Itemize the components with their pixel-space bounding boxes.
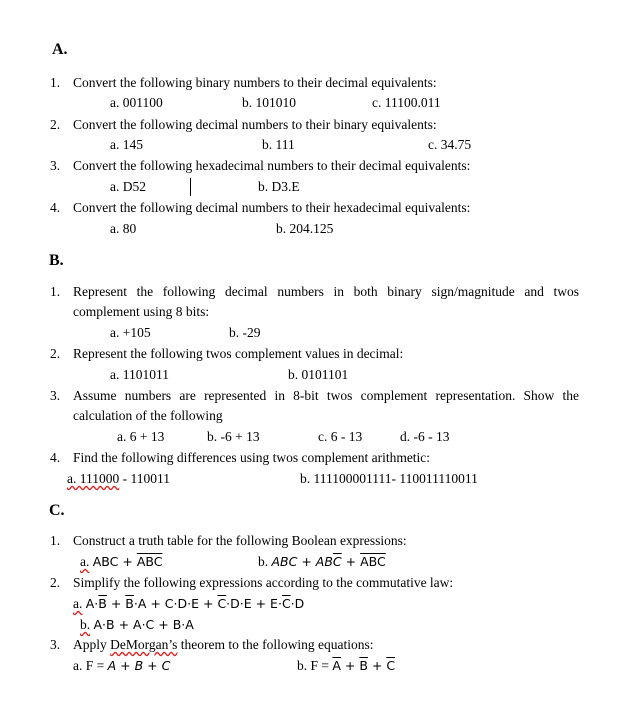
expr-term-negated: $\overline{A}$	[332, 658, 341, 673]
answer-option: a. 80	[110, 221, 137, 236]
answer-option: a. 1101011	[110, 367, 169, 382]
answer-option: a. D52	[110, 179, 146, 194]
expr-term-negated: $\overline{ABC}$	[360, 554, 386, 569]
boolean-expression	[297, 658, 395, 674]
answer-option: c. 11100.011	[372, 95, 441, 110]
question-text: Represent the following decimal numbers in both binary sign/magnitude and twos	[73, 284, 579, 299]
question-number: 3.	[50, 637, 61, 652]
answer-option: b. D3.E	[258, 179, 300, 194]
boolean-expression	[80, 617, 194, 633]
expr: A·B + A·C + B·A	[93, 617, 194, 632]
answer-option: b. 204.125	[276, 221, 334, 236]
answer-option: b. 111100001111- 110011110011	[300, 471, 478, 486]
section-c-heading: C.	[49, 502, 65, 519]
question-number: 2.	[50, 346, 61, 361]
expr-term: AB	[315, 554, 333, 569]
question-number: 3.	[50, 158, 61, 173]
question-text: Convert the following decimal numbers to their binary equivalents:	[73, 117, 437, 132]
question-number: 3.	[50, 388, 61, 403]
question-number: 1.	[50, 533, 61, 548]
question-text: Convert the following hexadecimal numbers to their decimal equivalents:	[73, 158, 471, 173]
option-label: b.	[258, 554, 269, 569]
section-b-heading: B.	[49, 252, 64, 269]
answer-option: b. -29	[229, 325, 261, 340]
question-number: 1.	[50, 284, 61, 299]
section-a-heading: A.	[52, 41, 68, 58]
question-number: 1.	[50, 75, 61, 90]
question-number: 2.	[50, 575, 61, 590]
answer-option: c. 34.75	[428, 137, 472, 152]
question-text-continued: complement using 8 bits:	[73, 304, 210, 319]
answer-option: a. 145	[110, 137, 143, 152]
question-text: Convert the following decimal numbers to their hexadecimal equivalents:	[73, 200, 471, 215]
expr-operator: +	[118, 554, 137, 569]
question-text: Represent the following twos complement values in decimal:	[73, 346, 404, 361]
question-number: 4.	[50, 450, 61, 465]
boolean-expression	[80, 554, 162, 570]
boolean-expression	[258, 554, 386, 570]
question-text: Assume numbers are represented in 8-bit twos complement representation. Show the	[73, 388, 579, 403]
question-text: Simplify the following expressions according to the commutative law:	[73, 575, 454, 590]
expr-operator: +	[341, 554, 361, 569]
option-label: b. F =	[297, 658, 333, 673]
question-text: Find the following differences using twos complement arithmetic:	[73, 450, 431, 465]
expr-operator: +	[297, 554, 316, 569]
expr-operator: +	[340, 658, 360, 673]
expr-term: ABC	[271, 554, 298, 569]
answer-option	[67, 471, 170, 487]
expr-term-negated: $\overline{ABC}$	[136, 554, 163, 569]
answer-option: b. 101010	[242, 95, 296, 110]
spellcheck-underlined-text: DeMorgan’s	[110, 637, 178, 652]
boolean-expression: a. $A\cdot\overline{B} + \overline{B}\cdot A + C\cdot D\cdot E + \overline{C}\cdot D\cdot E + E\cdot\overline{C}\cdot D$	[73, 596, 305, 611]
option-label: b.	[80, 617, 91, 632]
expr-term-negated: $\overline{C}$	[332, 554, 342, 569]
answer-option: d. -6 - 13	[400, 429, 450, 444]
answer-option: b. 0101101	[288, 367, 349, 382]
text-cursor	[190, 178, 191, 196]
boolean-expression	[73, 658, 170, 674]
answer-option: a. 6 + 13	[117, 429, 165, 444]
question-text: Construct a truth table for the following Boolean expressions:	[73, 533, 407, 548]
option-label: a. F =	[73, 658, 108, 673]
expr-term: ABC	[92, 554, 119, 569]
expr-term-negated: $\overline{C}$	[386, 658, 396, 673]
option-label: a.	[73, 596, 83, 611]
answer-option: a. +105	[110, 325, 151, 340]
expr-term-negated: $\overline{B}$	[359, 658, 368, 673]
expr-operator: +	[367, 658, 387, 673]
question-number: 2.	[50, 117, 61, 132]
question-number: 4.	[50, 200, 61, 215]
answer-option: c. 6 - 13	[318, 429, 363, 444]
spellcheck-underlined-text: a. 111000	[67, 471, 120, 486]
answer-option: b. -6 + 13	[207, 429, 260, 444]
answer-option: b. 111	[262, 137, 295, 152]
question-text-continued: calculation of the following	[73, 408, 223, 423]
option-label: a.	[80, 554, 90, 569]
question-text: Convert the following binary numbers to their decimal equivalents:	[73, 75, 437, 90]
question-text-part: Apply	[73, 637, 111, 652]
question-text	[73, 637, 373, 653]
expr: A + B + C	[107, 658, 171, 673]
question-text-part: theorem to the following equations:	[177, 637, 374, 652]
answer-option: a. 001100	[110, 95, 163, 110]
answer-option-rest: - 110011	[119, 471, 170, 486]
